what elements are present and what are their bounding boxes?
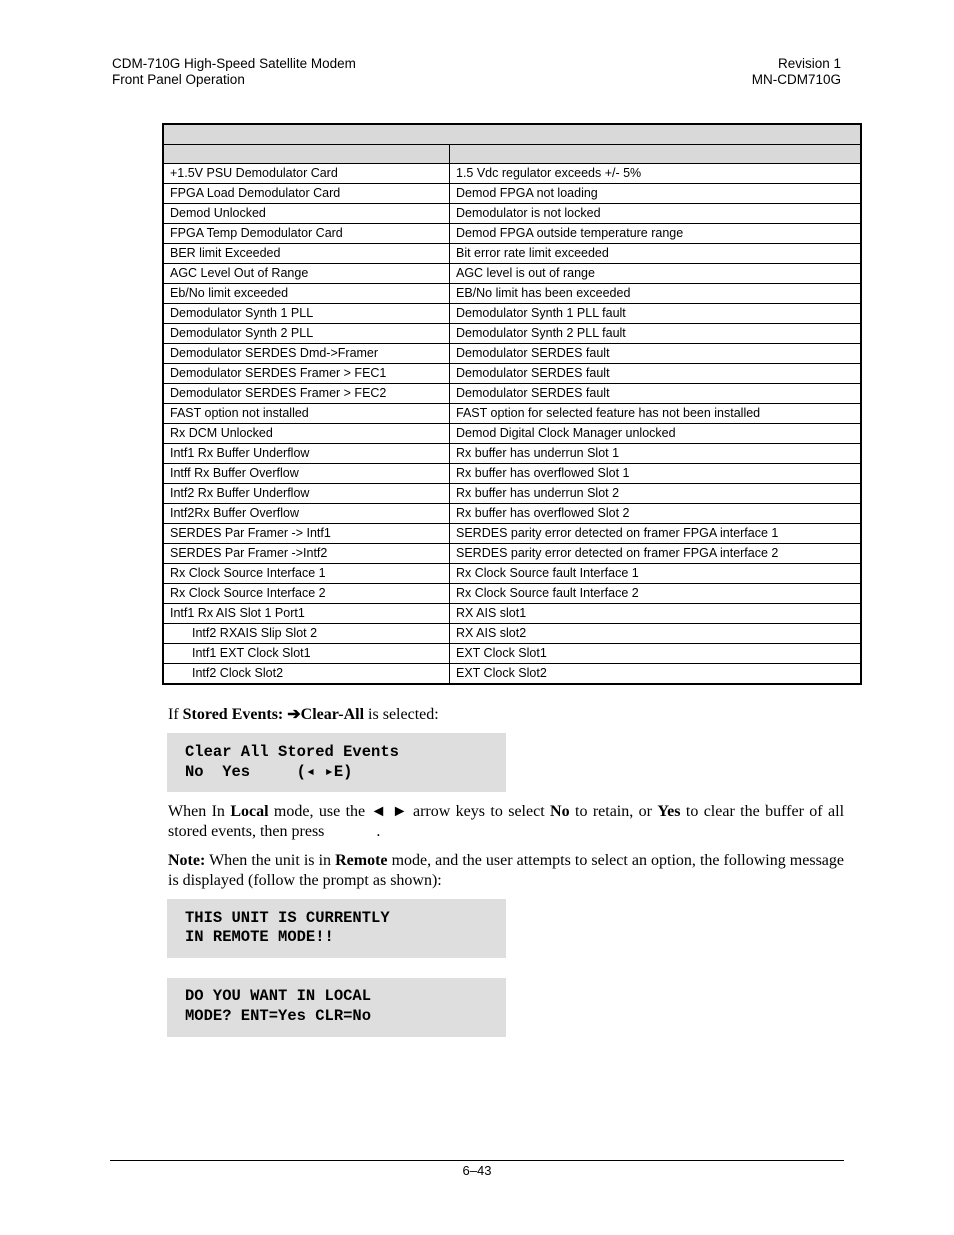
- event-name-cell: FPGA Load Demodulator Card: [163, 184, 450, 204]
- table-row: [163, 604, 861, 624]
- lcd-line-1: DO YOU WANT IN LOCAL: [185, 987, 372, 1005]
- table-row: [163, 264, 861, 284]
- arrow-icon: ➔: [287, 706, 301, 723]
- yes-term: Yes: [657, 803, 681, 820]
- local-term: Local: [230, 803, 269, 820]
- table-row: [163, 644, 861, 664]
- event-description-cell: Demodulator SERDES fault: [450, 364, 862, 384]
- table-row: [163, 244, 861, 264]
- event-description-cell: Demodulator Synth 2 PLL fault: [450, 324, 862, 344]
- text: If: [168, 706, 183, 723]
- event-name-cell: Demodulator SERDES Framer > FEC1: [163, 364, 450, 384]
- event-name-cell: Intf2 Rx Buffer Underflow: [163, 484, 450, 504]
- event-description-cell: Demod Digital Clock Manager unlocked: [450, 424, 862, 444]
- header-left: [112, 56, 356, 88]
- text: to clear the buffer of all stored events, then press: [168, 803, 845, 840]
- lcd-clear-all: [167, 733, 506, 792]
- event-name-cell: Demod Unlocked: [163, 204, 450, 224]
- table-row: [163, 564, 861, 584]
- table-row: [163, 224, 861, 244]
- event-name-cell: Intf1 Rx AIS Slot 1 Port1: [163, 604, 450, 624]
- event-description-cell: RX AIS slot1: [450, 604, 862, 624]
- table-row: [163, 464, 861, 484]
- event-description-cell: Demodulator Synth 1 PLL fault: [450, 304, 862, 324]
- event-description-cell: Demodulator SERDES fault: [450, 384, 862, 404]
- table-row: [163, 184, 861, 204]
- event-description-cell: SERDES parity error detected on framer FPGA interface 2: [450, 544, 862, 564]
- lcd-remote-mode: [167, 899, 506, 958]
- event-name-cell: Intff Rx Buffer Overflow: [163, 464, 450, 484]
- lcd-local-prompt: [167, 978, 506, 1037]
- event-description-cell: RX AIS slot2: [450, 624, 862, 644]
- section-title: Front Panel Operation: [112, 72, 245, 87]
- header-right: [752, 56, 841, 88]
- table-row: [163, 664, 861, 685]
- table-row: [163, 504, 861, 524]
- table-row: [163, 584, 861, 604]
- event-name-cell: Intf1 Rx Buffer Underflow: [163, 444, 450, 464]
- footer-rule: [110, 1160, 844, 1161]
- text: When the unit is in: [205, 852, 336, 869]
- event-description-cell: Demod FPGA outside temperature range: [450, 224, 862, 244]
- event-description-cell: Rx Clock Source fault Interface 1: [450, 564, 862, 584]
- events-table: [162, 123, 862, 685]
- table-header-cell-1: [163, 145, 450, 164]
- event-description-cell: Demodulator is not locked: [450, 204, 862, 224]
- table-row: [163, 484, 861, 504]
- event-description-cell: AGC level is out of range: [450, 264, 862, 284]
- table-row: [163, 284, 861, 304]
- event-name-cell: Intf2 Clock Slot2: [163, 664, 450, 685]
- event-description-cell: EXT Clock Slot2: [450, 664, 862, 685]
- table-row: [163, 524, 861, 544]
- event-name-cell: Rx Clock Source Interface 2: [163, 584, 450, 604]
- lcd-line-2: No Yes (◂ ▸E): [185, 763, 353, 781]
- table-row: [163, 344, 861, 364]
- local-mode-paragraph: [168, 802, 844, 842]
- events-table-body: [163, 124, 861, 684]
- table-row: [163, 304, 861, 324]
- table-row: [163, 164, 861, 184]
- text: to retain, or: [569, 803, 658, 820]
- remote-mode-note: [168, 851, 844, 891]
- table-row: [163, 324, 861, 344]
- event-name-cell: Intf1 EXT Clock Slot1: [163, 644, 450, 664]
- event-name-cell: Rx DCM Unlocked: [163, 424, 450, 444]
- event-name-cell: Eb/No limit exceeded: [163, 284, 450, 304]
- text: When In: [168, 803, 231, 820]
- revision: Revision 1: [777, 56, 841, 71]
- event-name-cell: +1.5V PSU Demodulator Card: [163, 164, 450, 184]
- event-description-cell: Rx buffer has overflowed Slot 2: [450, 504, 862, 524]
- table-row: [163, 364, 861, 384]
- table-row: [163, 544, 861, 564]
- lcd-line-1: THIS UNIT IS CURRENTLY: [185, 909, 390, 927]
- event-description-cell: Rx buffer has underrun Slot 1: [450, 444, 862, 464]
- doc-title: CDM-710G High-Speed Satellite Modem: [112, 56, 356, 71]
- event-description-cell: Rx Clock Source fault Interface 2: [450, 584, 862, 604]
- event-name-cell: SERDES Par Framer -> Intf1: [163, 524, 450, 544]
- text: mode, use the ◄ ► arrow keys to select: [268, 803, 551, 820]
- text: .: [376, 823, 381, 840]
- event-description-cell: Demod FPGA not loading: [450, 184, 862, 204]
- event-name-cell: BER limit Exceeded: [163, 244, 450, 264]
- event-description-cell: EXT Clock Slot1: [450, 644, 862, 664]
- note-label: Note:: [168, 852, 206, 869]
- table-row: [163, 424, 861, 444]
- lcd-line-2: MODE? ENT=Yes CLR=No: [185, 1007, 372, 1025]
- event-name-cell: SERDES Par Framer ->Intf2: [163, 544, 450, 564]
- page-number: 6–43: [462, 1163, 492, 1178]
- table-row: [163, 384, 861, 404]
- menu-path-clear-all: Clear-All: [300, 706, 365, 723]
- table-header-cell-2: [450, 145, 862, 164]
- table-title-cell: [163, 124, 861, 145]
- no-term: No: [550, 803, 570, 820]
- remote-term: Remote: [335, 852, 388, 869]
- event-name-cell: Rx Clock Source Interface 1: [163, 564, 450, 584]
- menu-path-stored-events: Stored Events:: [182, 706, 288, 723]
- lcd-line-1: Clear All Stored Events: [185, 743, 399, 761]
- event-name-cell: Demodulator SERDES Dmd->Framer: [163, 344, 450, 364]
- text: is selected:: [364, 706, 439, 723]
- event-name-cell: FAST option not installed: [163, 404, 450, 424]
- clear-all-intro: [168, 705, 439, 725]
- event-name-cell: FPGA Temp Demodulator Card: [163, 224, 450, 244]
- event-name-cell: Demodulator Synth 2 PLL: [163, 324, 450, 344]
- event-description-cell: Demodulator SERDES fault: [450, 344, 862, 364]
- event-description-cell: EB/No limit has been exceeded: [450, 284, 862, 304]
- table-header-row: [163, 145, 861, 164]
- event-description-cell: Rx buffer has overflowed Slot 1: [450, 464, 862, 484]
- event-description-cell: Rx buffer has underrun Slot 2: [450, 484, 862, 504]
- event-name-cell: Demodulator Synth 1 PLL: [163, 304, 450, 324]
- table-row: [163, 444, 861, 464]
- table-row: [163, 404, 861, 424]
- event-description-cell: Bit error rate limit exceeded: [450, 244, 862, 264]
- event-name-cell: Intf2 RXAIS Slip Slot 2: [163, 624, 450, 644]
- table-title-row: [163, 124, 861, 145]
- event-name-cell: AGC Level Out of Range: [163, 264, 450, 284]
- manual-number: MN-CDM710G: [751, 72, 841, 87]
- event-description-cell: SERDES parity error detected on framer FPGA interface 1: [450, 524, 862, 544]
- table-row: [163, 624, 861, 644]
- event-description-cell: FAST option for selected feature has not been installed: [450, 404, 862, 424]
- event-name-cell: Intf2Rx Buffer Overflow: [163, 504, 450, 524]
- text: mode, and the user attempts to select an option, the following message is displayed (follow the prompt as shown):: [168, 852, 845, 889]
- event-description-cell: 1.5 Vdc regulator exceeds +/- 5%: [450, 164, 862, 184]
- table-row: [163, 204, 861, 224]
- event-name-cell: Demodulator SERDES Framer > FEC2: [163, 384, 450, 404]
- lcd-line-2: IN REMOTE MODE!!: [185, 928, 334, 946]
